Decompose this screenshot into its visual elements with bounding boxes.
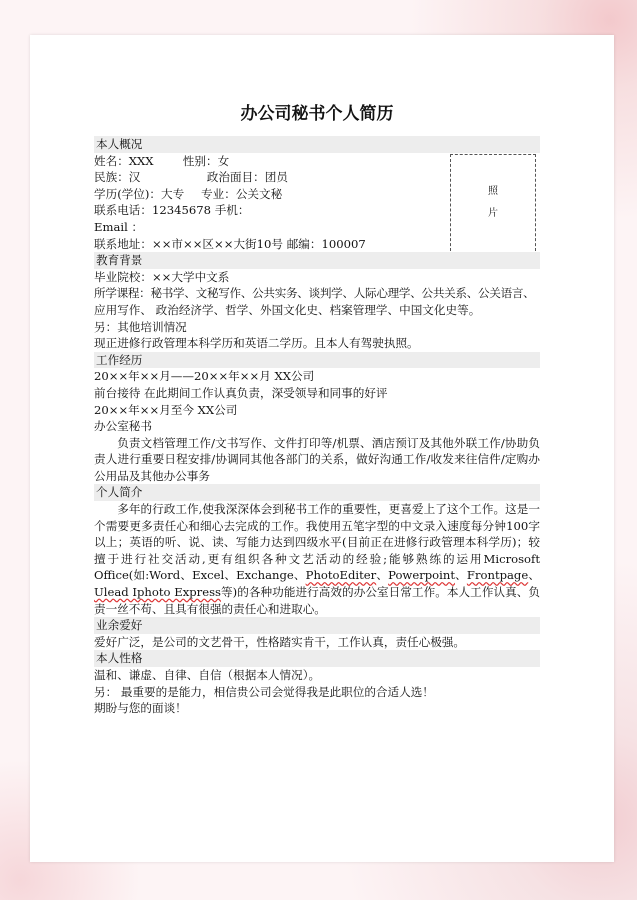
software-frontpage: Frontpage bbox=[466, 568, 529, 583]
ethnicity-row bbox=[94, 169, 540, 186]
name-label: 姓名： bbox=[94, 153, 129, 168]
intro-text-b: 等)的各种功能进行高效的办公室日常工作。本人工作认真、负责一丝不苟、且具有很强的责任心和进取心。 bbox=[94, 585, 540, 616]
section-heading-personality: 本人性格 bbox=[94, 650, 540, 667]
gender-value: 女 bbox=[217, 153, 230, 168]
ethnicity-label: 民族： bbox=[94, 170, 129, 185]
personality-line-2: 另： 最重要的是能力，相信贵公司会觉得我是此职位的合适人选！ bbox=[94, 684, 434, 699]
separator-2: 、 bbox=[454, 568, 467, 583]
work-period-2: 20××年××月至今 XX公司 bbox=[94, 402, 238, 417]
work-desc-1: 前台接待 在此期间工作认真负责，深受领导和同事的好评 bbox=[94, 385, 388, 400]
education-label: 学历(学位)： bbox=[94, 186, 162, 201]
software-ulead: Ulead Iphoto Express bbox=[94, 585, 221, 600]
resume-content bbox=[94, 136, 540, 717]
photo-label-2: 片 bbox=[488, 208, 498, 219]
major-value: 公关文秘 bbox=[235, 186, 283, 201]
phone-row bbox=[94, 202, 540, 219]
political-label: 政治面目： bbox=[206, 170, 265, 185]
section-heading-work: 工作经历 bbox=[94, 352, 540, 369]
personality-line-3: 期盼与您的面谈！ bbox=[94, 701, 187, 716]
address-value: ××市××区××大街10号 bbox=[151, 236, 283, 251]
phone-label: 联系电话： bbox=[94, 203, 152, 218]
software-photoediter: PhotoEditer bbox=[305, 568, 377, 583]
photo-label-1: 照 bbox=[488, 186, 498, 197]
section-heading-hobby: 业余爱好 bbox=[94, 617, 540, 634]
name-row bbox=[94, 153, 540, 170]
section-heading-intro: 个人简介 bbox=[94, 484, 540, 501]
address-label: 联系地址： bbox=[94, 236, 152, 251]
current-study-line: 现正进修行政管理本科学历和英语二学历。且本人有驾驶执照。 bbox=[94, 336, 419, 351]
hobby-text: 爱好广泛，是公司的文艺骨干，性格踏实肯干，工作认真，责任心极强。 bbox=[94, 634, 466, 649]
education-value: 大专 bbox=[161, 186, 185, 201]
resume-page bbox=[30, 35, 614, 862]
section-heading-education: 教育背景 bbox=[94, 252, 540, 269]
name-value: XXX bbox=[128, 153, 154, 168]
other-training-line: 另：其他培训情况 bbox=[94, 319, 187, 334]
zip-label: 邮编： bbox=[286, 236, 322, 251]
mobile-label: 手机： bbox=[214, 203, 250, 218]
separator-1: 、 bbox=[376, 568, 389, 583]
personality-line-1: 温和、谦虚、自律、自信（根据本人情况）。 bbox=[94, 668, 321, 682]
intro-text-a: 多年的行政工作,使我深深体会到秘书工作的重要性，更喜爱上了这个工作。这是一个需要更多责任心和细心去完成的工作。我使用五笔字型的中文录入速度每分钟100字以上；英语的听、说、读、写能力达到四级水平(目前正在进修行政管理本科学历)；较擅于进行社交活动,更有组织各种文艺活动的经验;能够熟练的运用Microsoft Office(如:Word、Excel、Exchange、 bbox=[94, 502, 540, 583]
gender-label: 性别： bbox=[182, 153, 218, 168]
school-line: 毕业院校：××大学中文系 bbox=[94, 269, 230, 284]
phone-value: 12345678 bbox=[151, 203, 211, 218]
email-row: Email ： bbox=[94, 219, 144, 234]
ethnicity-value: 汉 bbox=[128, 170, 141, 185]
zip-value: 100007 bbox=[321, 236, 366, 251]
software-powerpoint: Powerpoint bbox=[388, 568, 455, 583]
work-desc-2: 负责文档管理工作/文书写作、文件打印等/机票、酒店预订及其他外联工作/协助负责人进行重要日程安排/协调同其他各部门的关系，做好沟通工作/收发来往信件/定购办公用品及其他办公事务 bbox=[94, 435, 540, 483]
section-heading-basic: 本人概况 bbox=[94, 136, 540, 153]
work-period-1: 20××年××月——20××年××月 XX公司 bbox=[94, 369, 315, 384]
courses-line-2: 应用写作、 政治经济学、哲学、外国文化史、档案管理学、中国文化史等。 bbox=[94, 302, 481, 317]
major-label: 专业： bbox=[201, 186, 236, 201]
address-row bbox=[94, 236, 540, 253]
work-role-2: 办公室秘书 bbox=[94, 419, 152, 434]
separator-3: 、 bbox=[528, 568, 540, 583]
courses-line-1: 所学课程：秘书学、文秘写作、公共实务、谈判学、人际心理学、公共关系、公关语言、 bbox=[94, 286, 535, 301]
education-row bbox=[94, 186, 540, 203]
political-value: 团员 bbox=[264, 170, 288, 185]
intro-paragraph bbox=[94, 501, 540, 617]
page-title: 办公司秘书个人简历 bbox=[240, 104, 394, 124]
